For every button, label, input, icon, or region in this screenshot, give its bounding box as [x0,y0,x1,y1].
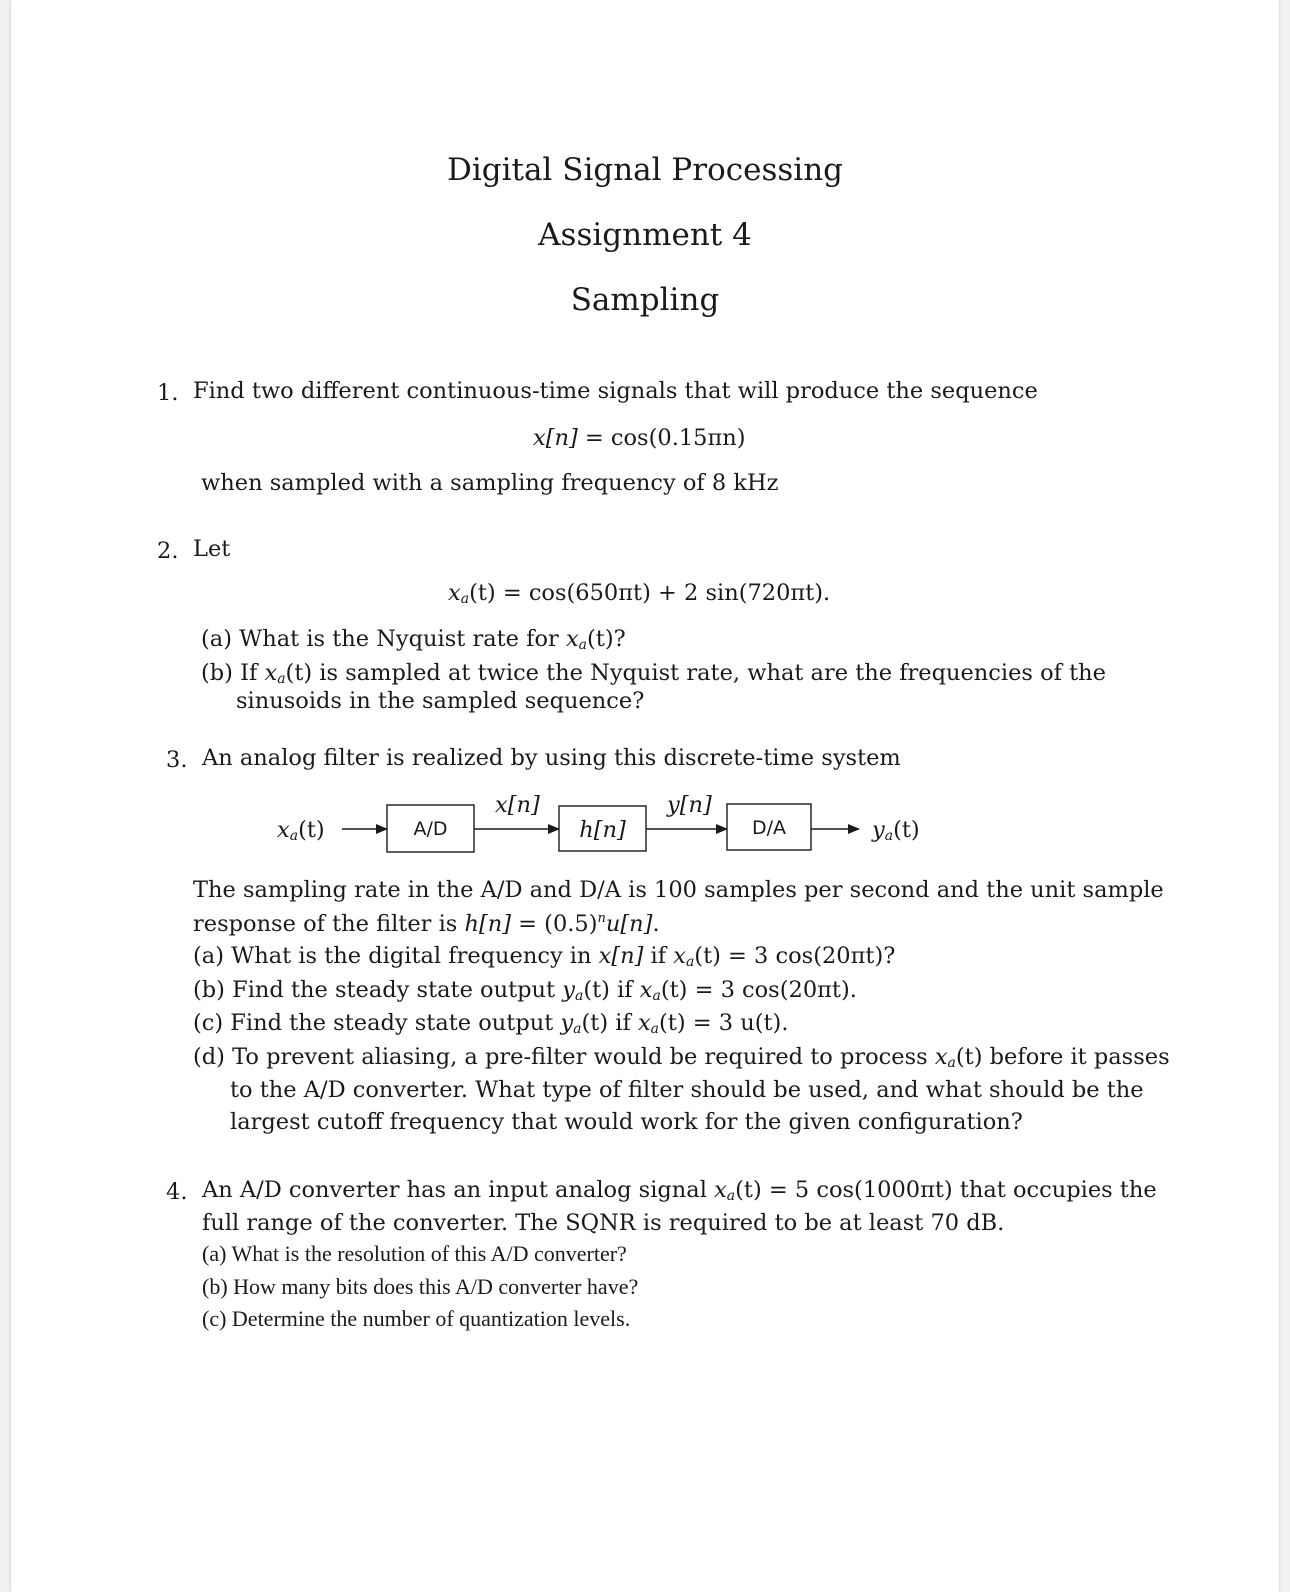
subquestion-d [193,1046,1170,1070]
subquestion-a: (a) What is the resolution of this A/D converter? [202,1241,627,1266]
subscript: a [685,954,695,970]
variable: y [560,1010,574,1036]
variable: x [565,626,579,652]
text: (t) if [583,977,640,1003]
subscript: a [289,828,299,844]
subquestion-c [193,1012,788,1036]
text: (t) = 3 cos(20πt). [660,977,857,1003]
text: (t) = 5 cos(1000πt) that occupies the [735,1177,1157,1203]
subscript: a [460,591,470,607]
question-number: 1. [157,380,179,406]
superscript: n [597,911,606,926]
subscript: a [652,988,661,1004]
subquestion-d-continued: largest cutoff frequency that would work for the given configuration? [230,1109,1023,1135]
variable: x [934,1044,948,1070]
question-number: 2. [157,538,179,564]
equation-lhs: x[n] [533,425,578,451]
equation-rhs: (t) = cos(650πt) + 2 sin(720πt). [469,580,831,606]
question-text [202,1179,1157,1203]
text: (c) Find the steady state output [193,1010,561,1036]
variable: y [872,817,885,843]
text: = (0.5) [511,911,598,937]
variable: x [264,660,278,686]
variable: h[n] [464,911,512,937]
variable: x [639,977,653,1003]
assignment-topic: Sampling [570,282,720,318]
text: (a) What is the digital frequency in [193,943,599,969]
subscript: a [884,828,894,844]
variable: u[n] [605,911,653,937]
subscript: a [947,1055,956,1071]
da-block-label: D/A [751,817,787,839]
subscript: a [573,1021,582,1037]
subquestion-b [193,979,857,1003]
variable: y [562,977,575,1003]
variable: x [673,943,686,969]
text: (t) is sampled at twice the Nyquist rate, what are the frequencies of the [285,660,1106,686]
subquestion-a [193,945,895,969]
variable: x [714,1177,727,1203]
subscript: a [578,637,587,653]
block-diagram [11,0,1279,903]
ad-block-label: A/D [413,818,448,840]
text: (b) Find the steady state output [193,977,563,1003]
subscript: a [277,671,286,687]
question-text: An analog filter is realized by using this discrete-time system [202,745,901,771]
filter-block-label: h[n] [579,817,626,843]
text: response of the filter is [193,911,465,937]
variable: x [277,817,290,843]
text: (t) = 3 u(t). [659,1010,789,1036]
question-text: when sampled with a sampling frequency of 8 kHz [201,470,779,496]
subscript: a [726,1188,736,1204]
paragraph-line [193,912,660,936]
diagram-input-label [277,819,325,843]
subscript: a [574,988,584,1004]
question-text: Find two different continuous-time signals that will produce the sequence [193,378,1038,404]
text: if [643,943,674,969]
yn-signal-label: y[n] [667,792,712,818]
text: (t)? [587,626,626,652]
equation-rhs: = cos(0.15πn) [584,425,746,451]
text: (t) [893,817,920,843]
document-title: Digital Signal Processing [446,152,844,188]
text: (d) To prevent aliasing, a pre-filter would be required to process [193,1044,935,1070]
subquestion-b: (b) How many bits does this A/D converter have? [202,1274,639,1299]
question-number: 3. [166,747,188,773]
variable: x [637,1010,651,1036]
xn-signal-label: x[n] [495,792,540,818]
variable: x[n] [598,943,644,969]
assignment-number: Assignment 4 [538,217,752,253]
subscript: a [650,1021,660,1037]
text: (t) if [581,1010,638,1036]
text: (t) = 3 cos(20πt)? [694,943,896,969]
text: An A/D converter has an input analog signal [202,1177,715,1203]
subquestion-c: (c) Determine the number of quantization levels. [202,1306,631,1331]
text: (t) before it passes [955,1044,1170,1070]
subquestion-d-continued: to the A/D converter. What type of filter should be used, and what should be the [230,1077,1144,1103]
text: (a) What is the Nyquist rate for [201,626,566,652]
paragraph-line: The sampling rate in the A/D and D/A is 100 samples per second and the unit sample [193,877,1164,903]
text: (t) [298,817,325,843]
document-page [11,0,1279,1592]
diagram-output-label [872,819,920,843]
question-text: full range of the converter. The SQNR is required to be at least 70 dB. [202,1210,1005,1236]
text: (b) If [201,660,265,686]
subquestion-b-continued: sinusoids in the sampled sequence? [236,688,645,714]
question-number: 4. [166,1179,188,1205]
variable: x [448,580,461,606]
question-text: Let [193,536,231,562]
text: . [652,911,660,937]
